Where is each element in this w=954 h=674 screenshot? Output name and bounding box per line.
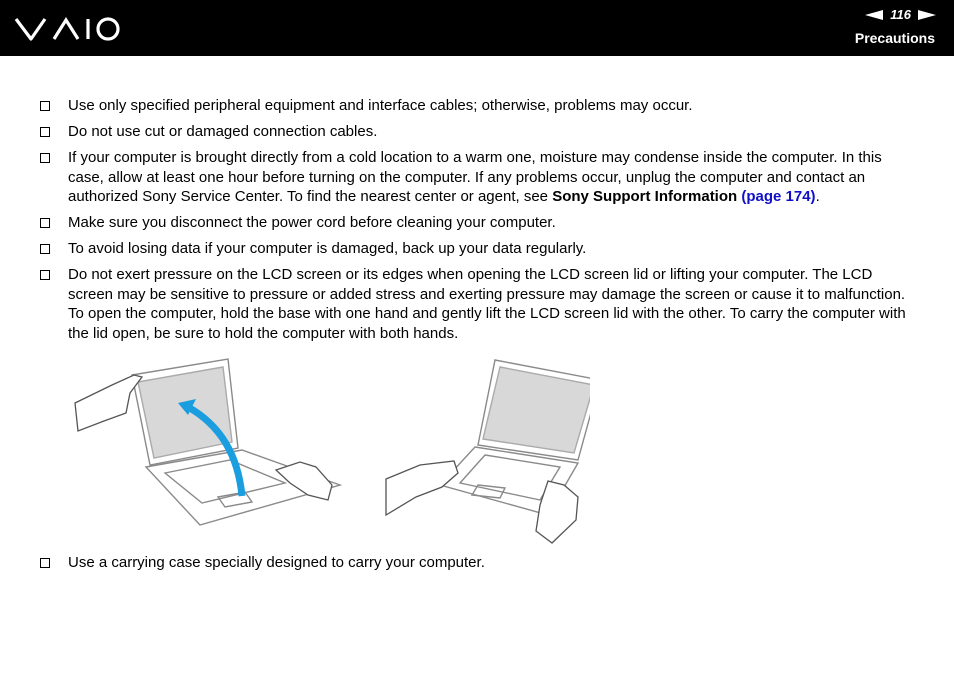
section-title: Precautions <box>854 30 935 46</box>
list-item <box>40 148 916 207</box>
checkbox-bullet-icon <box>40 101 50 111</box>
list-item-text: Do not use cut or damaged connection cables. <box>68 123 378 140</box>
next-page-icon[interactable] <box>918 10 936 20</box>
list-item-text: Use a carrying case specially designed to carry your computer. <box>68 554 485 571</box>
opening-lid-illustration <box>132 359 340 525</box>
list-item <box>40 553 916 573</box>
list-item <box>40 265 916 343</box>
precautions-list <box>40 96 916 350</box>
list-item-text-end: . <box>815 188 820 205</box>
checkbox-bullet-icon <box>40 218 50 228</box>
support-info-ref: Sony Support Information <box>552 188 738 205</box>
checkbox-bullet-icon <box>40 244 50 254</box>
page-number: 116 <box>890 7 911 22</box>
carry-hand-left-icon <box>386 461 458 515</box>
page-link[interactable]: (page 174) <box>741 188 816 205</box>
last-list <box>40 553 916 579</box>
previous-page-icon[interactable] <box>865 10 883 20</box>
vaio-logo <box>14 12 122 49</box>
list-item-text: To avoid losing data if your computer is damaged, back up your data regularly. <box>68 240 587 257</box>
list-item-text: Do not exert pressure on the LCD screen or its edges when opening the LCD screen lid or lifting your computer. The LCD screen may be sensitive to pressure or added stress and exerting pressure may damage the screen or cause it to malfunction. To open the computer, hold the base with one hand and gently lift the LCD screen lid with the other. To carry the computer with the lid open, be sure to hold the computer with both hands. <box>68 266 906 342</box>
list-item-text: Make sure you disconnect the power cord before cleaning your computer. <box>68 214 556 231</box>
list-item-text: Use only specified peripheral equipment and interface cables; otherwise, problems may occur. <box>68 97 693 114</box>
checkbox-bullet-icon <box>40 127 50 137</box>
list-item <box>40 122 916 142</box>
list-item-text: If your computer is brought directly from a cold location to a warm one, moisture may condense inside the computer. In this case, allow at least one hour before turning on the computer. If any problems occur, unplug the computer and contact an authorized Sony Service Center. To find the nearest center or agent, see <box>68 149 882 205</box>
checkbox-bullet-icon <box>40 558 50 568</box>
list-item <box>40 213 916 233</box>
hand-left-icon <box>75 375 142 431</box>
checkbox-bullet-icon <box>40 270 50 280</box>
checkbox-bullet-icon <box>40 153 50 163</box>
page-navigation <box>865 7 936 22</box>
page-header <box>0 0 954 56</box>
laptop-handling-illustration <box>70 355 590 555</box>
list-item <box>40 96 916 116</box>
list-item <box>40 239 916 259</box>
